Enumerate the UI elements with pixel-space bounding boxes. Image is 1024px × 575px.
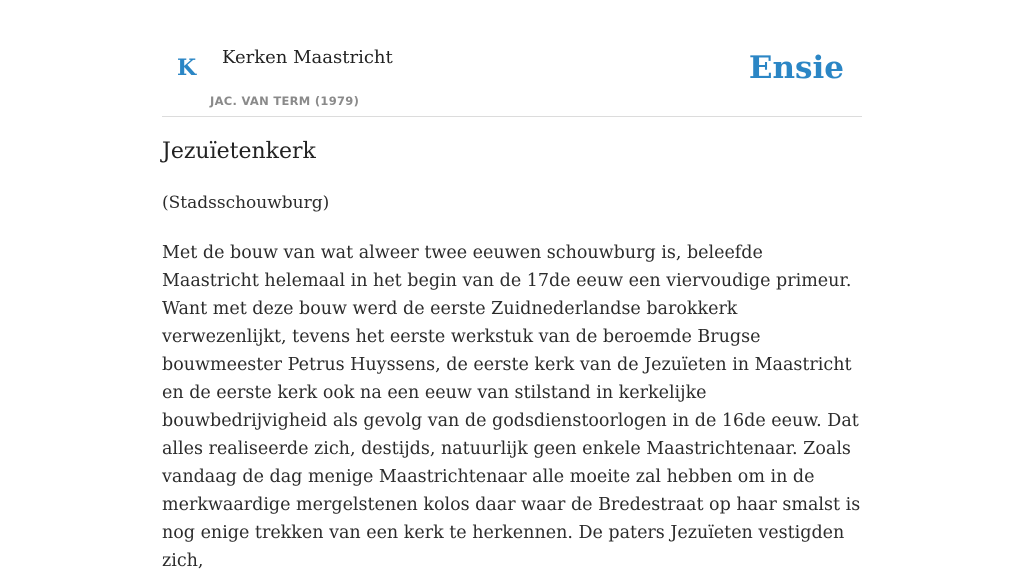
article-body: Met de bouw van wat alweer twee eeuwen schouwburg is, beleefde Maastricht helemaal in het begin van de 17de eeuw een viervoudige primeur. Want met deze bouw werd de eerste Zuidnederlandse barokkerk verwezenlijkt, tevens het eerste werkstuk van de beroemde Brugse bouwmeester Petrus Huyssens, de eerste kerk van de Jezuïeten in Maastricht en de eerste kerk ook na een eeuw van stilstand in kerkelijke bouwbedrijvigheid als gevolg van de godsdienstoorlogen in de 16de eeuw. Dat alles realiseerde zich, destijds, natuurlijk geen enkele Maastrichtenaar. Zoals vandaag de dag menige Maastrichtenaar alle moeite zal hebben om in de merkwaardige mergelstenen kolos daar waar de Bredestraat op haar smalst is nog enige trekken van een kerk te herkennen. De paters Jezuïeten vestigden zich, (162, 243, 861, 571)
page (162, 0, 862, 571)
ensie-logo-link[interactable]: Ensie (748, 50, 844, 86)
book-title-link[interactable]: Kerken Maastricht (222, 47, 393, 68)
book-initial-logo[interactable]: K (177, 55, 197, 81)
header (162, 0, 862, 117)
article-subtitle: (Stadsschouwburg) (162, 193, 330, 213)
article-title: Jezuïetenkerk (162, 139, 316, 164)
book-author: JAC. VAN TERM (1979) (210, 94, 360, 108)
